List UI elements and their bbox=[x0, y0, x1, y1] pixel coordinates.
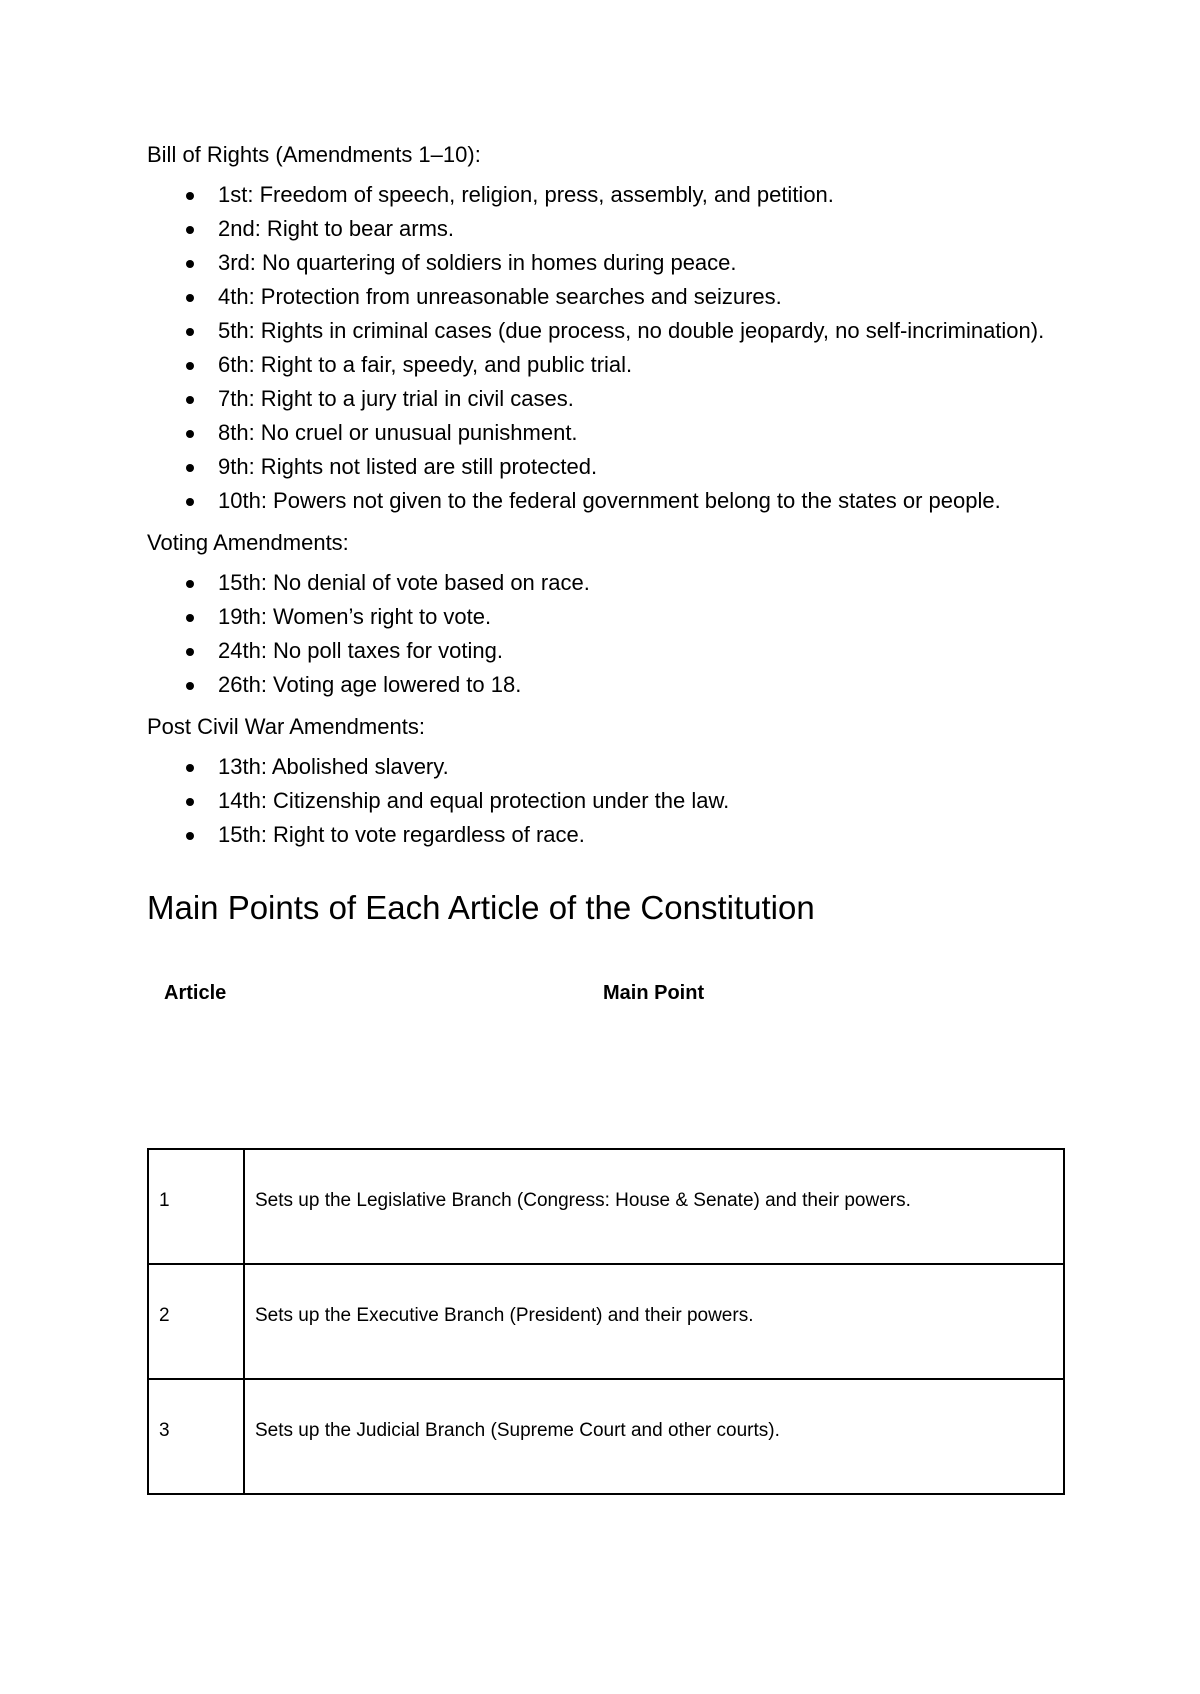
list-item: 7th: Right to a jury trial in civil cases. bbox=[147, 382, 1067, 416]
article-number: 1 bbox=[148, 1149, 244, 1264]
article-main-point: Sets up the Executive Branch (President) and their powers. bbox=[244, 1264, 1064, 1379]
list-item: 6th: Right to a fair, speedy, and public trial. bbox=[147, 348, 1067, 382]
list-item: 3rd: No quartering of soldiers in homes during peace. bbox=[147, 246, 1067, 280]
list-item: 14th: Citizenship and equal protection under the law. bbox=[147, 784, 1067, 818]
column-header-main-point: Main Point bbox=[603, 982, 705, 1004]
article-main-point: Sets up the Judicial Branch (Supreme Court and other courts). bbox=[244, 1379, 1064, 1494]
list-item: 10th: Powers not given to the federal government belong to the states or people. bbox=[147, 484, 1067, 518]
list-item: 4th: Protection from unreasonable searches and seizures. bbox=[147, 280, 1067, 314]
article-number: 3 bbox=[148, 1379, 244, 1494]
list-item: 15th: No denial of vote based on race. bbox=[147, 566, 1067, 600]
list-item: 8th: No cruel or unusual punishment. bbox=[147, 416, 1067, 450]
article-number: 2 bbox=[148, 1264, 244, 1379]
post-civil-war-list bbox=[147, 750, 1067, 852]
list-item: 19th: Women’s right to vote. bbox=[147, 600, 1067, 634]
table-row bbox=[148, 1379, 1064, 1494]
voting-list bbox=[147, 566, 1067, 702]
list-item: 2nd: Right to bear arms. bbox=[147, 212, 1067, 246]
article-main-point: Sets up the Legislative Branch (Congress: House & Senate) and their powers. bbox=[244, 1149, 1064, 1264]
column-header-article: Article bbox=[164, 982, 227, 1004]
list-item: 9th: Rights not listed are still protected. bbox=[147, 450, 1067, 484]
table-header bbox=[147, 974, 1067, 1014]
list-item: 24th: No poll taxes for voting. bbox=[147, 634, 1067, 668]
list-item: 15th: Right to vote regardless of race. bbox=[147, 818, 1067, 852]
list-item: 26th: Voting age lowered to 18. bbox=[147, 668, 1067, 702]
voting-heading: Voting Amendments: bbox=[147, 530, 349, 555]
post-civil-war-heading: Post Civil War Amendments: bbox=[147, 714, 425, 739]
document-page bbox=[147, 140, 1067, 1014]
list-item: 13th: Abolished slavery. bbox=[147, 750, 1067, 784]
table-row bbox=[148, 1149, 1064, 1264]
articles-title: Main Points of Each Article of the Constitution bbox=[147, 889, 815, 926]
list-item: 1st: Freedom of speech, religion, press, assembly, and petition. bbox=[147, 178, 1067, 212]
list-item: 5th: Rights in criminal cases (due process, no double jeopardy, no self-incrimination). bbox=[147, 314, 1067, 348]
articles-table bbox=[147, 1148, 1065, 1495]
bill-of-rights-heading: Bill of Rights (Amendments 1–10): bbox=[147, 142, 481, 167]
table-row bbox=[148, 1264, 1064, 1379]
bill-of-rights-list bbox=[147, 178, 1067, 518]
